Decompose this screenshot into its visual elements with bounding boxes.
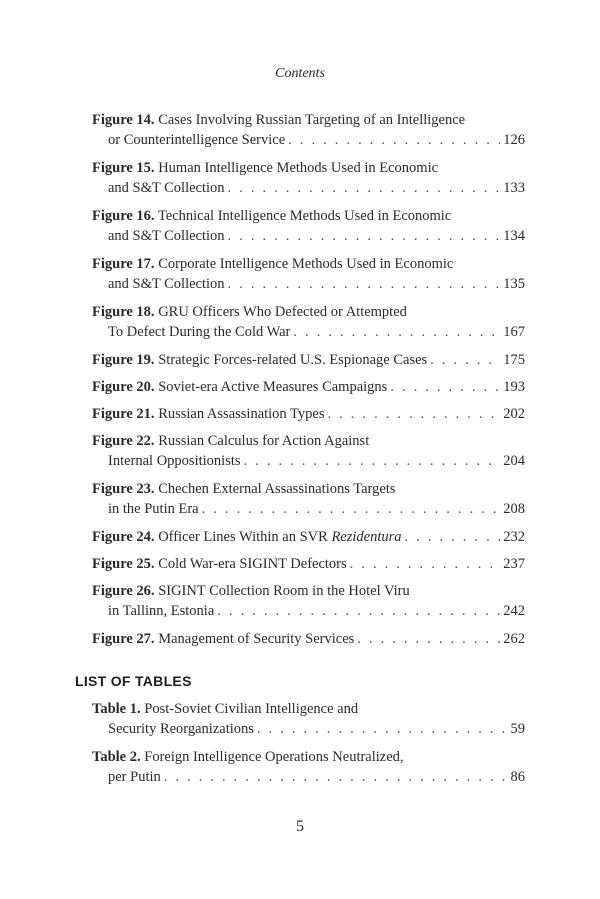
toc-entry-title-italic: Rezidentura	[331, 529, 402, 545]
toc-entry-title-continued: and S&T Collection	[108, 276, 225, 292]
toc-entry	[92, 747, 525, 787]
running-header: Contents	[275, 66, 325, 81]
toc-entry-page: 167	[503, 324, 525, 340]
toc-entry-title: Cases Involving Russian Targeting of an Intelligence	[158, 112, 466, 128]
dot-leader	[217, 601, 500, 621]
toc-entry-title-continued: Security Reorganizations	[108, 721, 254, 737]
toc-entry-first-line	[92, 110, 525, 130]
toc-entry-page: 262	[503, 631, 525, 647]
toc-entry-label: Table 1.	[92, 701, 141, 717]
toc-entry	[92, 350, 525, 370]
toc-entry	[92, 404, 525, 424]
toc-entry	[92, 302, 525, 342]
toc-entry-text	[92, 377, 387, 397]
toc-entry-title-continued: or Counterintelligence Service	[108, 132, 286, 148]
toc-entry-title-continued: To Defect During the Cold War	[108, 324, 291, 340]
toc-entry-label: Figure 25.	[92, 556, 155, 572]
toc-entry-page: 86	[510, 769, 525, 785]
toc-entry-page: 242	[503, 603, 525, 619]
toc-entry	[92, 699, 525, 739]
dot-leader	[327, 404, 500, 424]
toc-entry-first-line	[92, 431, 525, 451]
toc-entry-title-continued: in the Putin Era	[108, 501, 199, 517]
toc-entry-label: Figure 23.	[92, 481, 155, 497]
toc-entry-text	[92, 527, 402, 547]
toc-entry-continuation	[92, 499, 525, 519]
toc-entry-page: 204	[503, 453, 525, 469]
toc-entry-title: Officer Lines Within an SVR	[158, 529, 328, 545]
toc-entry-continuation	[92, 178, 525, 198]
toc-entry	[92, 377, 525, 397]
toc-entry-text	[92, 350, 427, 370]
toc-entry-page: 232	[503, 529, 525, 545]
toc-entry-page: 133	[503, 180, 525, 196]
toc-entry-title: GRU Officers Who Defected or Attempted	[158, 304, 407, 320]
list-of-tables-heading: LIST OF TABLES	[75, 673, 192, 689]
toc-entry-continuation	[92, 226, 525, 246]
toc-entry-title: Foreign Intelligence Operations Neutralized,	[144, 749, 404, 765]
toc-entry-text	[92, 554, 347, 574]
toc-entry-title: Chechen External Assassinations Targets	[158, 481, 396, 497]
toc-entry-continuation	[92, 719, 525, 739]
toc-entry-title: Technical Intelligence Methods Used in Economic	[157, 208, 452, 224]
toc-entry-title: Russian Assassination Types	[158, 406, 325, 422]
toc-entry-title: SIGINT Collection Room in the Hotel Viru	[158, 583, 410, 599]
toc-entry	[92, 527, 525, 547]
toc-entry-label: Figure 26.	[92, 583, 155, 599]
toc-entry-page: 237	[503, 556, 525, 572]
toc-entry-first-line	[92, 479, 525, 499]
toc-entry-title-continued: and S&T Collection	[108, 180, 225, 196]
toc-entry-first-line	[92, 158, 525, 178]
toc-entry-first-line	[92, 206, 525, 226]
toc-entry-page: 175	[503, 352, 525, 368]
toc-entry-first-line	[92, 747, 525, 767]
toc-entry-label: Figure 24.	[92, 529, 155, 545]
toc-entry-title: Russian Calculus for Action Against	[158, 433, 370, 449]
dot-leader	[288, 130, 500, 150]
toc-entry	[92, 158, 525, 198]
toc-entry-continuation	[92, 274, 525, 294]
toc-entry-text	[92, 404, 324, 424]
dot-leader	[202, 499, 501, 519]
toc-entry-text	[92, 629, 354, 649]
toc-entry-page: 135	[503, 276, 525, 292]
toc-entry-first-line	[92, 581, 525, 601]
toc-entry-continuation	[92, 767, 525, 787]
dot-leader	[350, 554, 501, 574]
dot-leader	[228, 178, 501, 198]
toc-entry-title-continued: Internal Oppositionists	[108, 453, 241, 469]
dot-leader	[293, 322, 500, 342]
dot-leader	[430, 350, 500, 370]
figures-list	[92, 110, 525, 656]
toc-entry-label: Figure 18.	[92, 304, 155, 320]
toc-entry	[92, 479, 525, 519]
toc-entry	[92, 431, 525, 471]
toc-entry-title: Soviet-era Active Measures Campaigns	[158, 379, 388, 395]
toc-entry-title: Management of Security Services	[158, 631, 355, 647]
toc-entry-first-line	[92, 699, 525, 719]
toc-entry-label: Figure 16.	[92, 208, 155, 224]
toc-entry-title: Human Intelligence Methods Used in Economic	[158, 160, 439, 176]
dot-leader	[164, 767, 508, 787]
toc-entry-label: Figure 15.	[92, 160, 155, 176]
toc-entry-title-continued: and S&T Collection	[108, 228, 225, 244]
toc-entry-label: Figure 22.	[92, 433, 155, 449]
toc-entry-page: 126	[503, 132, 525, 148]
toc-entry	[92, 581, 525, 621]
toc-entry-label: Figure 20.	[92, 379, 155, 395]
toc-entry-continuation	[92, 601, 525, 621]
toc-entry-label: Table 2.	[92, 749, 141, 765]
dot-leader	[390, 377, 500, 397]
toc-entry-page: 59	[510, 721, 525, 737]
toc-entry-continuation	[92, 130, 525, 150]
toc-entry	[92, 110, 525, 150]
toc-entry	[92, 254, 525, 294]
toc-entry-page: 193	[503, 379, 525, 395]
toc-entry-page: 202	[503, 406, 525, 422]
page-number: 5	[296, 818, 304, 835]
toc-entry-title: Post-Soviet Civilian Intelligence and	[144, 701, 359, 717]
toc-entry-continuation	[92, 451, 525, 471]
toc-entry-label: Figure 17.	[92, 256, 155, 272]
dot-leader	[405, 527, 501, 547]
toc-entry-title: Strategic Forces-related U.S. Espionage Cases	[158, 352, 428, 368]
toc-entry	[92, 206, 525, 246]
tables-list	[92, 699, 525, 795]
toc-entry-page: 208	[503, 501, 525, 517]
dot-leader	[257, 719, 508, 739]
dot-leader	[228, 274, 501, 294]
toc-entry-title-continued: in Tallinn, Estonia	[108, 603, 215, 619]
dot-leader	[244, 451, 501, 471]
toc-entry-label: Figure 14.	[92, 112, 155, 128]
toc-entry-first-line	[92, 302, 525, 322]
toc-entry	[92, 554, 525, 574]
dot-leader	[228, 226, 501, 246]
toc-entry-first-line	[92, 254, 525, 274]
toc-entry-label: Figure 21.	[92, 406, 155, 422]
dot-leader	[357, 629, 500, 649]
toc-entry-page: 134	[503, 228, 525, 244]
toc-entry-label: Figure 27.	[92, 631, 155, 647]
toc-entry-continuation	[92, 322, 525, 342]
toc-entry	[92, 629, 525, 649]
toc-entry-label: Figure 19.	[92, 352, 155, 368]
toc-entry-title: Cold War-era SIGINT Defectors	[158, 556, 347, 572]
toc-entry-title-continued: per Putin	[108, 769, 161, 785]
toc-entry-title: Corporate Intelligence Methods Used in Economic	[158, 256, 454, 272]
